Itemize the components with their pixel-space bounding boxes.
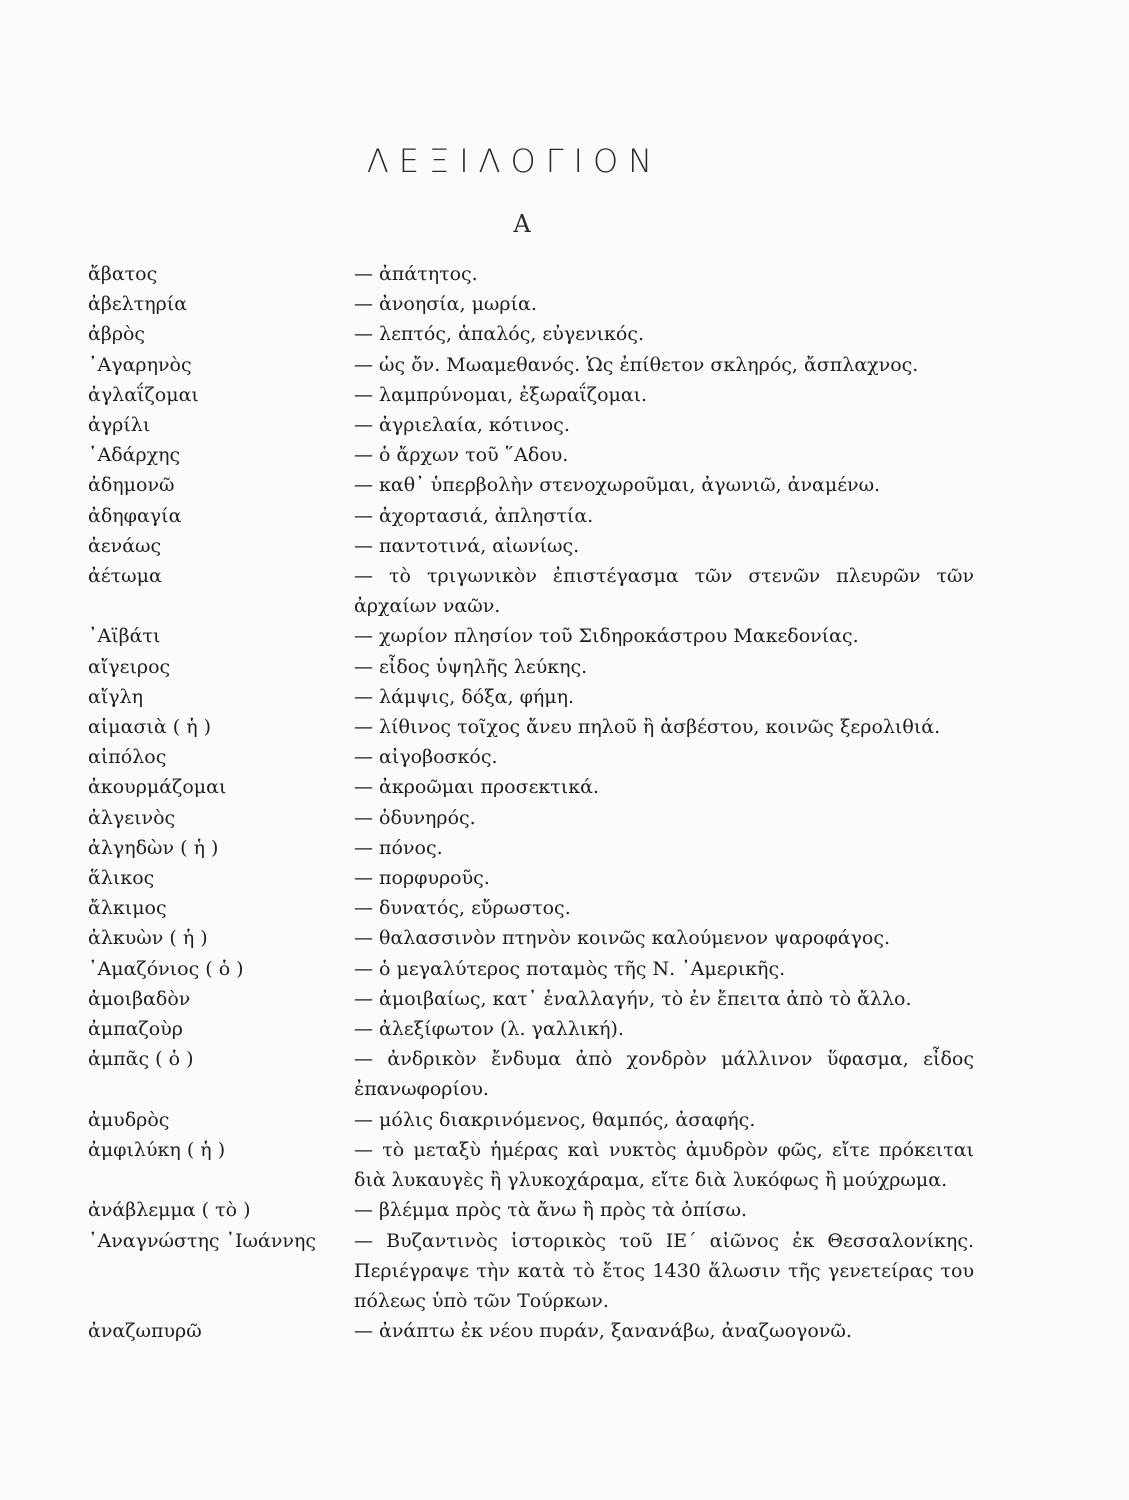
glossary-term: αἴγειρος	[88, 655, 171, 678]
glossary-term: ἀμπαζοὺρ	[88, 1018, 183, 1041]
glossary-term: ἀβρὸς	[88, 323, 146, 346]
glossary-definition: — μόλις διακρινόμενος, θαμπός, ἀσαφής.	[354, 1108, 756, 1131]
glossary-entry	[88, 652, 988, 682]
glossary-definition: — εἶδος ὑψηλῆς λεύκης.	[354, 655, 588, 678]
glossary-term: ᾿Αϊβάτι	[88, 625, 161, 648]
glossary-definition: — ἀχορτασιά, ἀπληστία.	[354, 504, 594, 527]
glossary-term: ἀδηφαγία	[88, 504, 182, 527]
glossary-entry	[88, 410, 988, 440]
glossary-term: ἀμφιλύκη ( ἡ )	[88, 1138, 226, 1161]
glossary-definition: — λίθινος τοῖχος ἄνευ πηλοῦ ἢ ἀσβέστου, κοινῶς ξερολιθιά.	[354, 716, 941, 739]
glossary-term: αἴγλη	[88, 685, 144, 708]
glossary-entry	[88, 1135, 988, 1195]
glossary-entry	[88, 742, 988, 772]
glossary-term: ἀλγηδὼν ( ἡ )	[88, 836, 219, 859]
glossary-term: ἀενάως	[88, 534, 162, 557]
glossary-term: ᾿Αμαζόνιος ( ὁ )	[88, 957, 244, 980]
glossary-term: ἀμυδρὸς	[88, 1108, 170, 1131]
glossary-entry	[88, 621, 988, 651]
glossary-entry	[88, 1195, 988, 1225]
glossary-definition: — λεπτός, ἁπαλός, εὐγενικός.	[354, 323, 645, 346]
glossary-definition: — ὀδυνηρός.	[354, 806, 476, 829]
glossary-entry	[88, 923, 988, 953]
page-title: ΛΕΞΙΛΟΓΙΟΝ	[366, 142, 663, 180]
glossary-entry	[88, 984, 988, 1014]
glossary-term: ἄλκιμος	[88, 897, 167, 920]
glossary-definition: — ἀγριελαία, κότινος.	[354, 414, 570, 437]
glossary-term: ᾿Αγαρηνὸς	[88, 353, 192, 376]
glossary-entry	[88, 1044, 988, 1104]
glossary-entry	[88, 682, 988, 712]
glossary-entry	[88, 833, 988, 863]
glossary-term: ἀγρίλι	[88, 414, 151, 437]
glossary-entry	[88, 772, 988, 802]
glossary-definition: — καθ᾿ ὑπερβολὴν στενοχωροῦμαι, ἀγωνιῶ, ἀναμένω.	[354, 474, 881, 497]
glossary-list	[88, 259, 988, 1346]
glossary-term: αἱμασιὰ ( ἡ )	[88, 716, 212, 739]
glossary-term: ἀναζωπυρῶ	[88, 1320, 202, 1343]
glossary-term: ἀγλαΐζομαι	[88, 383, 199, 406]
glossary-entry	[88, 1105, 988, 1135]
glossary-entry	[88, 803, 988, 833]
glossary-definition: — ἀνοησία, μωρία.	[354, 293, 537, 316]
glossary-entry	[88, 863, 988, 893]
glossary-definition: — πόνος.	[354, 836, 443, 859]
glossary-term: ἅλικος	[88, 867, 155, 890]
glossary-entry	[88, 712, 988, 742]
glossary-term: ῾Αδάρχης	[88, 444, 181, 467]
glossary-term: ἀμπᾶς ( ὁ )	[88, 1048, 194, 1071]
glossary-entry	[88, 1226, 988, 1317]
glossary-entry	[88, 470, 988, 500]
glossary-term: ἀνάβλεμμα ( τὸ )	[88, 1199, 251, 1222]
glossary-term: ἀέτωμα	[88, 565, 162, 588]
glossary-term: ἀμοιβαδὸν	[88, 987, 191, 1010]
glossary-entry	[88, 1316, 988, 1346]
glossary-term: ἀβελτηρία	[88, 293, 188, 316]
glossary-definition: — λάμψις, δόξα, φήμη.	[354, 685, 575, 708]
glossary-entry	[88, 954, 988, 984]
glossary-definition: — παντοτινά, αἰωνίως.	[354, 534, 580, 557]
glossary-entry	[88, 561, 988, 621]
glossary-term: ἀκουρμάζομαι	[88, 776, 227, 799]
glossary-definition: — ἀπάτητος.	[354, 263, 478, 285]
glossary-entry	[88, 1014, 988, 1044]
glossary-term: ἀδημονῶ	[88, 474, 175, 497]
glossary-entry	[88, 380, 988, 410]
glossary-term: ἀλκυὼν ( ἡ )	[88, 927, 208, 950]
glossary-definition: — αἰγοβοσκός.	[354, 746, 498, 769]
glossary-definition: — ἀλεξίφωτον (λ. γαλλική).	[354, 1018, 624, 1041]
glossary-term: αἰπόλος	[88, 746, 167, 769]
glossary-definition: — πορφυροῦς.	[354, 867, 490, 890]
glossary-definition: — ὁ μεγαλύτερος ποταμὸς τῆς Ν. ᾿Αμερικῆς.	[354, 957, 786, 980]
glossary-definition: — ἀνδρικὸν ἔνδυμα ἀπὸ χονδρὸν μάλλινον ὕφασμα, εἶδος ἐπανωφορίου.	[354, 1048, 974, 1101]
glossary-entry	[88, 350, 988, 380]
glossary-entry	[88, 531, 988, 561]
glossary-definition: — χωρίον πλησίον τοῦ Σιδηροκάστρου Μακεδονίας.	[354, 625, 859, 648]
glossary-entry	[88, 289, 988, 319]
glossary-term: ἄβατος	[88, 263, 158, 285]
glossary-definition: — βλέμμα πρὸς τὰ ἄνω ἢ πρὸς τὰ ὀπίσω.	[354, 1199, 748, 1222]
glossary-definition: — θαλασσινὸν πτηνὸν κοινῶς καλούμενον ψαροφάγος.	[354, 927, 891, 950]
section-letter: Α	[513, 210, 531, 238]
glossary-definition: — ἀκροῶμαι προσεκτικά.	[354, 776, 600, 799]
glossary-entry	[88, 501, 988, 531]
glossary-definition: — λαμπρύνομαι, ἐξωραΐζομαι.	[354, 383, 648, 406]
glossary-entry	[88, 319, 988, 349]
glossary-definition: — τὸ τριγωνικὸν ἐπιστέγασμα τῶν στενῶν πλευρῶν τῶν ἀρχαίων ναῶν.	[354, 565, 974, 618]
glossary-definition: — Βυζαντινὸς ἱστορικὸς τοῦ ΙΕ΄ αἰῶνος ἐκ Θεσσαλονίκης. Περιέγραψε τὴν κατὰ τὸ ἔτος 1430 ἅλωσιν τῆς γενετείρας του πόλεως ὑπὸ τῶν Τούρκων.	[354, 1229, 974, 1312]
glossary-definition: — ἀνάπτω ἐκ νέου πυράν, ξανανάβω, ἀναζωογονῶ.	[354, 1320, 852, 1343]
glossary-entry	[88, 440, 988, 470]
glossary-definition: — τὸ μεταξὺ ἡμέρας καὶ νυκτὸς ἀμυδρὸν φῶς, εἴτε πρόκειται διὰ λυκαυγὲς ἢ γλυκοχάραμα, εἴτε διὰ λυκόφως ἢ μούχρωμα.	[354, 1138, 974, 1192]
glossary-term: ᾿Αναγνώστης ᾿Ιωάννης	[88, 1229, 316, 1252]
glossary-entry	[88, 259, 988, 289]
glossary-definition: — ὁ ἄρχων τοῦ ῞Αδου.	[354, 444, 569, 467]
glossary-term: ἀλγεινὸς	[88, 806, 176, 829]
glossary-entry	[88, 893, 988, 923]
glossary-definition: — ὡς ὄν. Μωαμεθανός. Ὡς ἐπίθετον σκληρός, ἄσπλαχνος.	[354, 353, 919, 376]
glossary-definition: — ἀμοιβαίως, κατ᾿ ἐναλλαγήν, τὸ ἐν ἔπειτα ἀπὸ τὸ ἄλλο.	[354, 987, 912, 1010]
glossary-definition: — δυνατός, εὔρωστος.	[354, 897, 571, 920]
